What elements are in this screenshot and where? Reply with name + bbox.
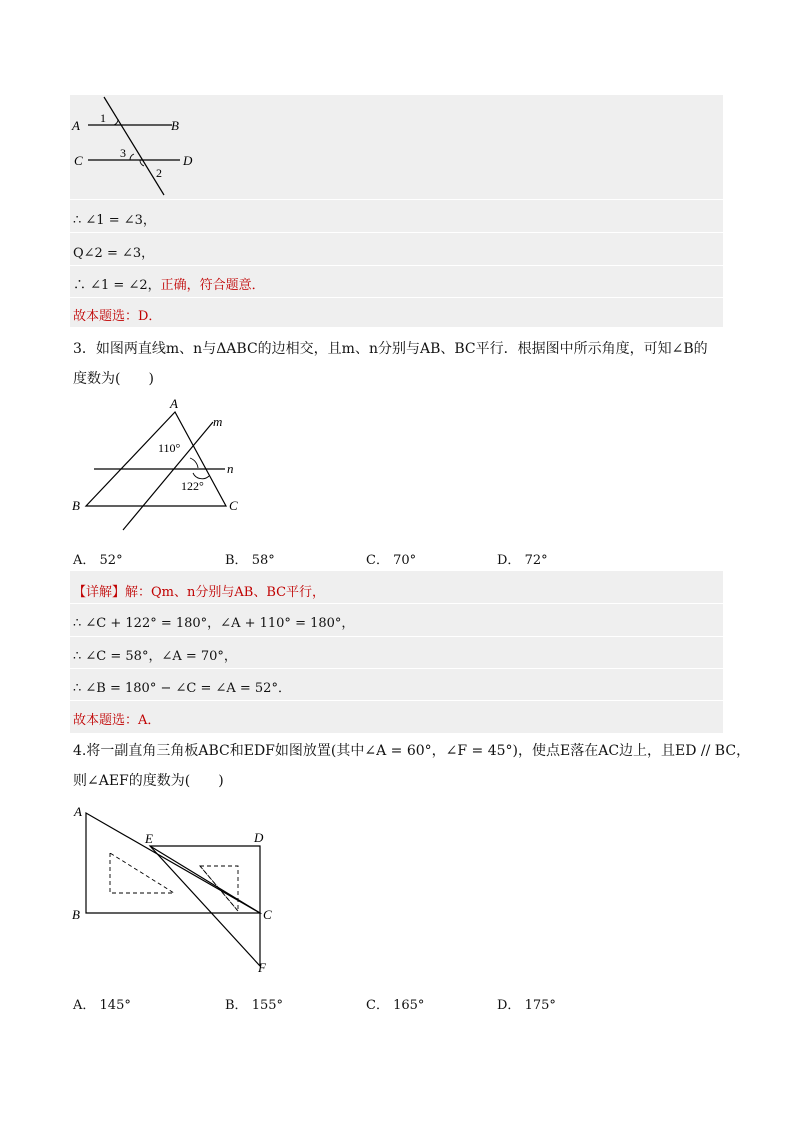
- option-letter: B．: [225, 553, 248, 568]
- label-C: C: [229, 498, 238, 513]
- option-value: 70°: [393, 553, 417, 568]
- option-letter: D．: [497, 998, 521, 1013]
- option-value: 58°: [251, 553, 275, 568]
- option-letter: B．: [225, 998, 248, 1013]
- question4-option-c[interactable]: [366, 994, 424, 1013]
- label-F: F: [258, 960, 266, 975]
- option-letter: A．: [73, 553, 96, 568]
- question4-option-a[interactable]: [73, 994, 131, 1013]
- solution-line-3-verdict: 正确，符合题意．: [160, 278, 265, 293]
- divider: [70, 668, 723, 669]
- label-C: C: [263, 907, 272, 922]
- figure-set-squares: [70, 800, 290, 980]
- label-B: B: [72, 498, 80, 513]
- label-D: D: [183, 153, 193, 168]
- option-value: 155°: [251, 998, 284, 1013]
- option-letter: C．: [366, 553, 389, 568]
- solution-line-3-math: ∴ ∠1 = ∠2，: [73, 278, 161, 293]
- question3-option-d[interactable]: [497, 549, 548, 568]
- option-value: 165°: [393, 998, 425, 1013]
- label-m: m: [213, 414, 223, 429]
- question3-option-c[interactable]: [366, 549, 416, 568]
- question3-stem-line1: 3．如图两直线m、n与ΔABC的边相交，且m、n分别与AB、BC平行．根据图中所示角度，可知∠B的: [73, 341, 708, 357]
- solution3-intro-line: [73, 581, 325, 600]
- option-letter: A．: [73, 998, 96, 1013]
- solution3-line-2: ∴ ∠C = 58°，∠A = 70°，: [73, 649, 237, 664]
- divider: [70, 603, 723, 604]
- divider: [70, 636, 723, 637]
- label-n: n: [227, 461, 234, 476]
- solution-line-1: ∴ ∠1 = ∠3，: [73, 213, 156, 228]
- question3-option-a[interactable]: [73, 549, 123, 568]
- label-C: C: [74, 153, 83, 168]
- option-value: 72°: [524, 553, 548, 568]
- figure-parallel-lines: [70, 95, 210, 199]
- divider: [70, 700, 723, 701]
- divider: [70, 232, 723, 233]
- solution3-conclusion: 故本题选：A．: [73, 713, 161, 728]
- label-angle-110: 110°: [158, 441, 181, 455]
- solution-conclusion-top: 故本题选：D．: [73, 309, 162, 324]
- question4-stem-line2: 则∠AEF的度数为( ): [73, 773, 224, 789]
- label-angle-1: 1: [100, 111, 106, 125]
- option-value: 52°: [99, 553, 123, 568]
- solution3-intro: 解：Qm、n分别与AB、BC平行，: [125, 585, 326, 600]
- figure-triangle-abc: [70, 392, 250, 532]
- label-A: A: [170, 396, 178, 411]
- label-angle-3: 3: [120, 146, 126, 160]
- solution-line-2: Q∠2 = ∠3，: [73, 246, 155, 261]
- divider: [70, 297, 723, 298]
- label-B: B: [72, 907, 80, 922]
- solution-line-3: [73, 274, 265, 293]
- label-A: A: [72, 118, 80, 133]
- option-value: 175°: [524, 998, 556, 1013]
- question4-option-b[interactable]: [225, 994, 283, 1013]
- question4-option-d[interactable]: [497, 994, 556, 1013]
- option-value: 145°: [99, 998, 131, 1013]
- solution3-line-1: ∴ ∠C + 122° = 180°，∠A + 110° = 180°，: [73, 616, 355, 631]
- label-D: D: [254, 830, 264, 845]
- question3-stem-line2: 度数为( ): [73, 371, 154, 387]
- label-A: A: [74, 804, 82, 819]
- option-letter: C．: [366, 998, 389, 1013]
- label-angle-2: 2: [156, 166, 162, 180]
- question3-option-b[interactable]: [225, 549, 275, 568]
- label-angle-122: 122°: [181, 479, 204, 493]
- option-letter: D．: [497, 553, 521, 568]
- divider: [70, 199, 723, 200]
- divider: [70, 265, 723, 266]
- solution3-tag: 【详解】: [73, 585, 126, 600]
- question4-stem-line1: 4.将一副直角三角板ABC和EDF如图放置(其中∠A = 60°，∠F = 45°)，使点E落在AC边上，且ED // BC，: [73, 743, 751, 759]
- solution3-line-3: ∴ ∠B = 180° − ∠C = ∠A = 52°．: [73, 681, 291, 696]
- label-B: B: [171, 118, 179, 133]
- label-E: E: [145, 831, 153, 846]
